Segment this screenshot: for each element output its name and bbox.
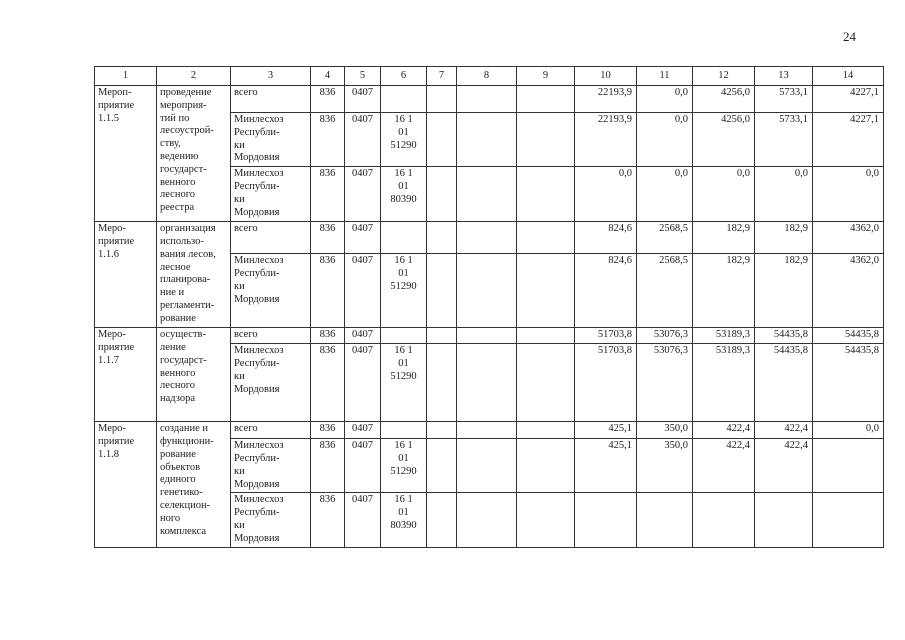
value-cell: 422,4 xyxy=(693,422,755,439)
column-number: 7 xyxy=(427,67,457,86)
executor-cell: Минлесхоз Республи- ки Мордовия xyxy=(231,167,311,222)
budget-table xyxy=(94,66,884,548)
value-cell: 5733,1 xyxy=(755,113,813,167)
value-cell: 53076,3 xyxy=(637,344,693,422)
grbs-cell: 836 xyxy=(311,328,345,344)
value-cell: 350,0 xyxy=(637,439,693,493)
value-cell: 0,0 xyxy=(813,422,884,439)
csr-cell: 16 1 01 80390 xyxy=(381,167,427,222)
executor-cell: всего xyxy=(231,422,311,439)
column-number: 2 xyxy=(157,67,231,86)
column-number: 9 xyxy=(517,67,575,86)
executor-cell: всего xyxy=(231,86,311,113)
column-number: 4 xyxy=(311,67,345,86)
value-cell: 182,9 xyxy=(755,222,813,254)
executor-cell: Минлесхоз Республи- ки Мордовия xyxy=(231,439,311,493)
value-cell: 0,0 xyxy=(813,167,884,222)
empty-cell xyxy=(457,222,517,254)
value-cell: 425,1 xyxy=(575,439,637,493)
value-cell: 54435,8 xyxy=(813,328,884,344)
column-number: 13 xyxy=(755,67,813,86)
column-number: 11 xyxy=(637,67,693,86)
empty-cell xyxy=(427,113,457,167)
value-cell: 182,9 xyxy=(693,222,755,254)
value-cell: 4227,1 xyxy=(813,86,884,113)
value-cell: 824,6 xyxy=(575,254,637,328)
rzpr-cell: 0407 xyxy=(345,493,381,548)
event-id: Меро- приятие 1.1.6 xyxy=(95,222,157,328)
value-cell: 2568,5 xyxy=(637,254,693,328)
value-cell: 53076,3 xyxy=(637,328,693,344)
csr-cell xyxy=(381,222,427,254)
empty-cell xyxy=(517,328,575,344)
value-cell: 422,4 xyxy=(693,439,755,493)
value-cell: 4256,0 xyxy=(693,86,755,113)
value-cell: 4362,0 xyxy=(813,254,884,328)
empty-cell xyxy=(427,344,457,422)
event-description: осуществ- ление государст- венного лесного надзора xyxy=(157,328,231,422)
value-cell: 53189,3 xyxy=(693,328,755,344)
value-cell: 182,9 xyxy=(693,254,755,328)
empty-cell xyxy=(517,86,575,113)
value-cell: 4256,0 xyxy=(693,113,755,167)
column-number: 1 xyxy=(95,67,157,86)
csr-cell: 16 1 01 51290 xyxy=(381,439,427,493)
empty-cell xyxy=(457,167,517,222)
rzpr-cell: 0407 xyxy=(345,86,381,113)
rzpr-cell: 0407 xyxy=(345,113,381,167)
executor-cell: Минлесхоз Республи- ки Мордовия xyxy=(231,493,311,548)
value-cell: 5733,1 xyxy=(755,86,813,113)
value-cell xyxy=(637,493,693,548)
executor-cell: Минлесхоз Республи- ки Мордовия xyxy=(231,344,311,422)
grbs-cell: 836 xyxy=(311,422,345,439)
value-cell xyxy=(813,439,884,493)
value-cell xyxy=(813,493,884,548)
grbs-cell: 836 xyxy=(311,254,345,328)
empty-cell xyxy=(427,254,457,328)
column-number: 5 xyxy=(345,67,381,86)
empty-cell xyxy=(517,493,575,548)
value-cell: 0,0 xyxy=(575,167,637,222)
value-cell: 54435,8 xyxy=(813,344,884,422)
csr-cell: 16 1 01 51290 xyxy=(381,113,427,167)
empty-cell xyxy=(427,439,457,493)
empty-cell xyxy=(457,254,517,328)
value-cell: 51703,8 xyxy=(575,328,637,344)
grbs-cell: 836 xyxy=(311,113,345,167)
table-row xyxy=(95,222,884,254)
empty-cell xyxy=(457,328,517,344)
executor-cell: Минлесхоз Республи- ки Мордовия xyxy=(231,113,311,167)
value-cell: 422,4 xyxy=(755,439,813,493)
empty-cell xyxy=(517,222,575,254)
grbs-cell: 836 xyxy=(311,493,345,548)
empty-cell xyxy=(457,344,517,422)
empty-cell xyxy=(457,493,517,548)
rzpr-cell: 0407 xyxy=(345,328,381,344)
value-cell: 182,9 xyxy=(755,254,813,328)
empty-cell xyxy=(517,254,575,328)
event-description: создание и функциони- рование объектов единого генетико- селекцион- ного комплекса xyxy=(157,422,231,548)
empty-cell xyxy=(517,113,575,167)
value-cell: 0,0 xyxy=(637,167,693,222)
value-cell: 422,4 xyxy=(755,422,813,439)
value-cell: 51703,8 xyxy=(575,344,637,422)
event-id: Меро- приятие 1.1.8 xyxy=(95,422,157,548)
rzpr-cell: 0407 xyxy=(345,167,381,222)
value-cell: 54435,8 xyxy=(755,344,813,422)
empty-cell xyxy=(457,86,517,113)
value-cell: 824,6 xyxy=(575,222,637,254)
csr-cell xyxy=(381,422,427,439)
value-cell: 350,0 xyxy=(637,422,693,439)
column-number-row xyxy=(95,67,884,86)
table-row xyxy=(95,422,884,439)
grbs-cell: 836 xyxy=(311,344,345,422)
value-cell: 22193,9 xyxy=(575,86,637,113)
csr-cell: 16 1 01 80390 xyxy=(381,493,427,548)
csr-cell xyxy=(381,86,427,113)
empty-cell xyxy=(517,344,575,422)
rzpr-cell: 0407 xyxy=(345,439,381,493)
rzpr-cell: 0407 xyxy=(345,222,381,254)
value-cell: 22193,9 xyxy=(575,113,637,167)
event-description: организация использо- вания лесов, лесное планирова- ние и регламенти- рование xyxy=(157,222,231,328)
event-id: Меро- приятие 1.1.7 xyxy=(95,328,157,422)
rzpr-cell: 0407 xyxy=(345,254,381,328)
value-cell xyxy=(693,493,755,548)
value-cell: 2568,5 xyxy=(637,222,693,254)
column-number: 10 xyxy=(575,67,637,86)
empty-cell xyxy=(427,222,457,254)
csr-cell: 16 1 01 51290 xyxy=(381,344,427,422)
column-number: 3 xyxy=(231,67,311,86)
column-number: 6 xyxy=(381,67,427,86)
empty-cell xyxy=(427,493,457,548)
value-cell xyxy=(755,493,813,548)
event-id: Мероп- приятие 1.1.5 xyxy=(95,86,157,222)
value-cell: 425,1 xyxy=(575,422,637,439)
column-number: 8 xyxy=(457,67,517,86)
empty-cell xyxy=(517,439,575,493)
rzpr-cell: 0407 xyxy=(345,422,381,439)
grbs-cell: 836 xyxy=(311,439,345,493)
empty-cell xyxy=(427,86,457,113)
value-cell xyxy=(575,493,637,548)
value-cell: 0,0 xyxy=(693,167,755,222)
value-cell: 0,0 xyxy=(755,167,813,222)
empty-cell xyxy=(517,167,575,222)
empty-cell xyxy=(427,167,457,222)
event-description: проведение мероприя- тий по лесоустрой- ству, ведению государст- венного лесного реестра xyxy=(157,86,231,222)
empty-cell xyxy=(457,422,517,439)
executor-cell: всего xyxy=(231,328,311,344)
empty-cell xyxy=(457,439,517,493)
csr-cell xyxy=(381,328,427,344)
value-cell: 0,0 xyxy=(637,113,693,167)
column-number: 12 xyxy=(693,67,755,86)
value-cell: 0,0 xyxy=(637,86,693,113)
page-number: 24 xyxy=(843,29,856,44)
csr-cell: 16 1 01 51290 xyxy=(381,254,427,328)
grbs-cell: 836 xyxy=(311,222,345,254)
value-cell: 4227,1 xyxy=(813,113,884,167)
column-number: 14 xyxy=(813,67,884,86)
empty-cell xyxy=(427,422,457,439)
empty-cell xyxy=(457,113,517,167)
executor-cell: всего xyxy=(231,222,311,254)
value-cell: 53189,3 xyxy=(693,344,755,422)
empty-cell xyxy=(427,328,457,344)
executor-cell: Минлесхоз Республи- ки Мордовия xyxy=(231,254,311,328)
table-row xyxy=(95,328,884,344)
grbs-cell: 836 xyxy=(311,167,345,222)
table-row xyxy=(95,86,884,113)
grbs-cell: 836 xyxy=(311,86,345,113)
value-cell: 54435,8 xyxy=(755,328,813,344)
empty-cell xyxy=(517,422,575,439)
value-cell: 4362,0 xyxy=(813,222,884,254)
rzpr-cell: 0407 xyxy=(345,344,381,422)
